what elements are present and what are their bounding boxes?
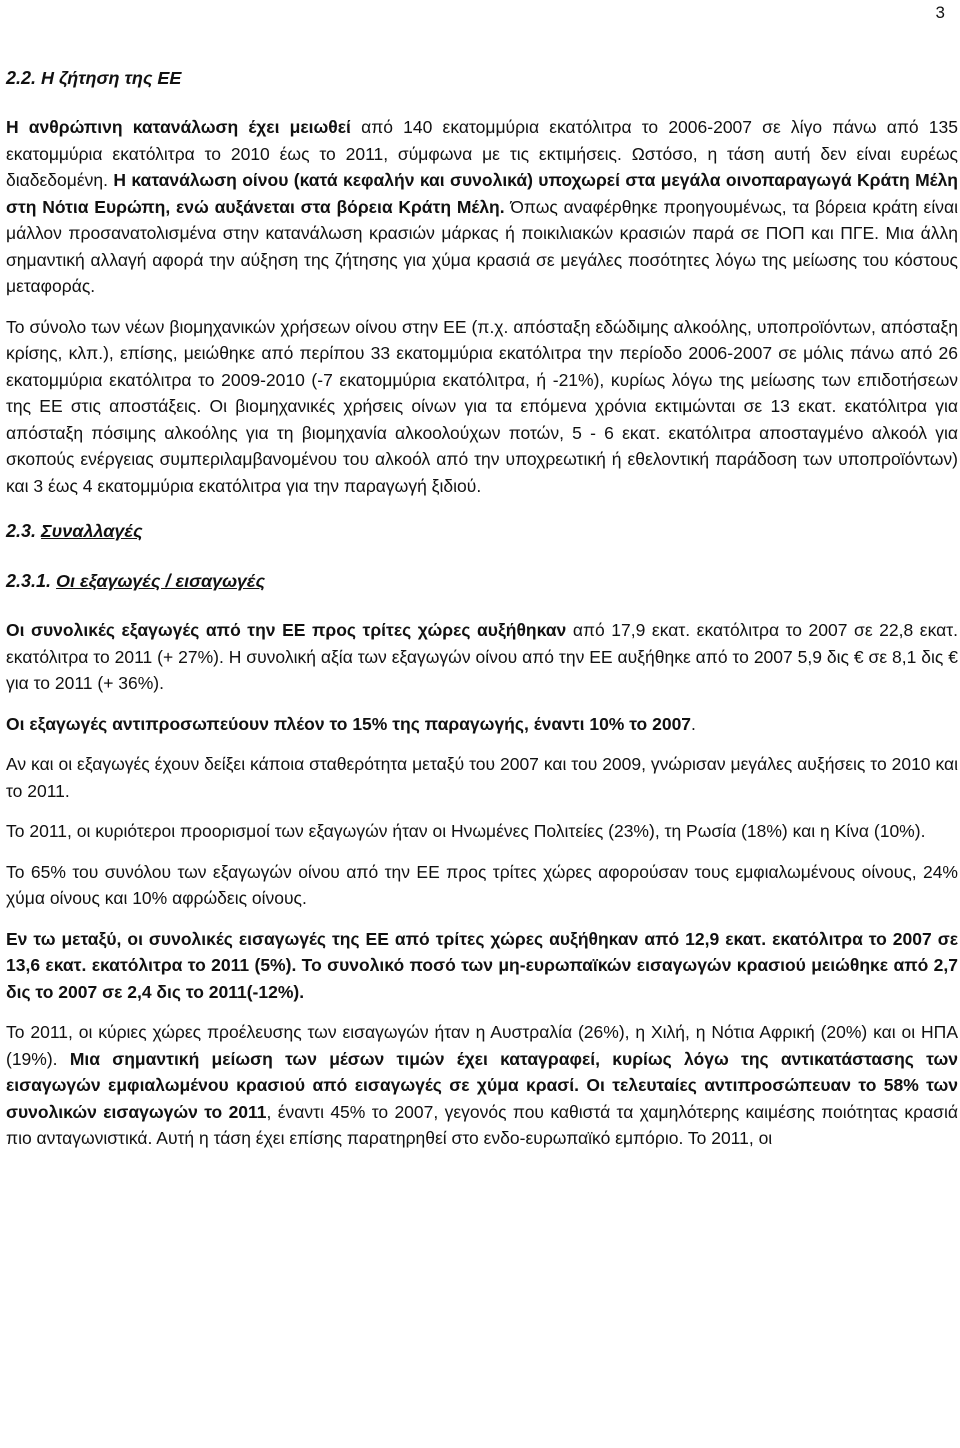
page-number: 3 (935, 3, 945, 22)
section-title: Συναλλαγές (41, 521, 143, 541)
import-prices-bold: Μια σημαντική μείωση των μέσων τιμών έχει καταγραφεί, κυρίως λόγω της αντικατάστασης των εισαγωγών εμφιαλωμένου κρασιού από εισαγωγές σε χύμα κρασί. Οι τελευταίες αντιπροσώπευαν το 58% των συνολικών εισαγωγών το 2011 (6, 1048, 958, 1122)
section-title: Οι εξαγωγές / εισαγωγές (56, 571, 266, 591)
exports-text: από 17,9 εκατ. εκατόλιτρα το 2007 σε 22,8 εκατ. εκατόλιτρα το 2011 (+ 27%). Η συνολική αξία των εξαγωγών οίνου από την ΕΕ αυξήθηκε από το 2007 5,9 δις € σε 8,1 δις € για το 2011 (+ 36%). (6, 620, 958, 693)
paragraph-exports-stability: Αν και οι εξαγωγές έχουν δείξει κάποια σταθερότητα μεταξύ του 2007 και του 2009, γνώρισαν μεγάλες αυξήσεις το 2010 και το 2011. (6, 754, 958, 801)
paragraph-exports-share (6, 711, 958, 738)
imports-tail: -12%). (252, 981, 305, 1002)
consumption-bold-trend: Η κατανάλωση οίνου (κατά κεφαλήν και συνολικά) υποχωρεί στα μεγάλα οινοπαραγωγά Κράτη Μέλη στη Νότια Ευρώπη, ενώ αυξάνεται στα βόρεια Κράτη Μέλη. (6, 170, 958, 217)
imports-bold: Εν τω μεταξύ, οι συνολικές εισαγωγές της ΕΕ από τρίτες χώρες αυξήθηκαν από 12,9 εκατ. εκατόλιτρα το 2007 σε 13,6 εκατ. εκατόλιτρα το 2011 (5%). Το συνολικό ποσό των μη-ευρωπαϊκών εισαγωγών κρασιού μειώθηκε από 2,7 δις το 2007 σε 2,4 δις το 2011( (6, 928, 958, 1002)
section-heading-2-3 (6, 517, 958, 545)
consumption-text: από 140 εκατομμύρια εκατόλιτρα το 2006-2007 σε λίγο πάνω από 135 εκατομμύρια εκατόλιτρα το 2010 έως το 2011, σύμφωνα με τις εκτιμήσεις. Ωστόσο, η τάση αυτή δεν είναι ευρέως διαδεδομένη. (6, 117, 958, 190)
paragraph-export-types: Το 65% του συνόλου των εξαγωγών οίνου από την ΕΕ προς τρίτες χώρες αφορούσαν τους εμφιαλωμένους οίνους, 24% χύμα οίνους και 10% αφρώδεις οίνους. (6, 861, 958, 908)
import-origins-text: Το 2011, οι κύριες χώρες προέλευσης των εισαγωγών ήταν η Αυστραλία (26%), η Χιλή, η Νότια Αφρική (20%) και οι ΗΠΑ (19%). (6, 1022, 958, 1069)
section-heading-2-2: 2.2. Η ζήτηση της ΕΕ (6, 68, 182, 88)
consumption-text-continued: Όπως αναφέρθηκε προηγουμένως, τα βόρεια κράτη είναι μάλλον προσανατολισμένα στην κατανάλωση κρασιών μάρκας ή ποικιλιακών κρασιών παρά σε ΠΟΠ και ΠΓΕ. Μια άλλη σημαντική αλλαγή αφορά την αύξηση της ζήτησης για χύμα κρασιά σε μεγάλες ποσότητες λόγω της μείωσης του κόστους μεταφοράς. (6, 196, 959, 296)
paragraph-exports-total (6, 617, 958, 697)
exports-share-bold: Οι εξαγωγές αντιπροσωπεύουν πλέον το 15% της παραγωγής, έναντι 10% το 2007 (6, 713, 692, 734)
exports-share-end: . (691, 713, 696, 734)
paragraph-consumption (6, 114, 958, 300)
paragraph-industrial-uses: Το σύνολο των νέων βιομηχανικών χρήσεων οίνου στην ΕΕ (π.χ. απόσταξη εδώδιμης αλκοόλης, υποπροϊόντων, απόσταξη κρίσης, κλπ.), επίσης, μειώθηκε από περίπου 33 εκατομμύρια εκατόλιτρα την περίοδο 2006-2007 σε μόλις πάνω από 26 εκατομμύρια εκατόλιτρα το 2009-2010 (-7 εκατομμύρια εκατόλιτρα, ή -21%), κυρίως λόγω της μείωσης των επιδοτήσεων της ΕΕ στις αποστάξεις. Οι βιομηχανικές χρήσεις οίνων για τα επόμενα χρόνια εκτιμώνται σε 13 εκατ. εκατόλιτρα για απόσταξη πόσιμης αλκοόλης για τη βιομηχανία αλκοολούχων ποτών, 5 - 6 εκατ. εκατόλιτρα αποσταγμένο αλκοόλ για σκοπούς ενέργειας συμπεριλαμβανομένου του αλκοόλ από την υποχρεωτική ή εθελοντική παράδοση των υποπροϊόντων) και 3 έως 4 εκατομμύρια εκατόλιτρα για την παραγωγή ξιδιού. (6, 316, 958, 496)
consumption-bold-lead: Η ανθρώπινη κατανάλωση έχει μειωθεί (6, 117, 351, 137)
paragraph-imports-total (6, 926, 958, 1006)
section-number: 2.3. (6, 521, 42, 541)
import-origins-text-continued: , έναντι 45% το 2007, γεγονός που καθιστά τα χαμηλότερης καιμέσης ποιότητας κρασιά πιο ανταγωνιστικά. Αυτή η τάση έχει επίσης παρατηρηθεί στο ενδο-ευρωπαϊκό εμπόριο. Το 2011, οι (6, 1101, 958, 1148)
exports-bold-lead: Οι συνολικές εξαγωγές από την ΕΕ προς τρίτες χώρες αυξήθηκαν (6, 620, 567, 640)
paragraph-import-origins (6, 1019, 958, 1152)
document-body (6, 64, 958, 1166)
section-heading-2-3-1 (6, 567, 958, 595)
section-number: 2.3.1. (6, 571, 57, 591)
paragraph-export-destinations: Το 2011, οι κυριότεροι προορισμοί των εξαγωγών ήταν οι Ηνωμένες Πολιτείες (23%), τη Ρωσία (18%) και η Κίνα (10%). (6, 821, 926, 841)
